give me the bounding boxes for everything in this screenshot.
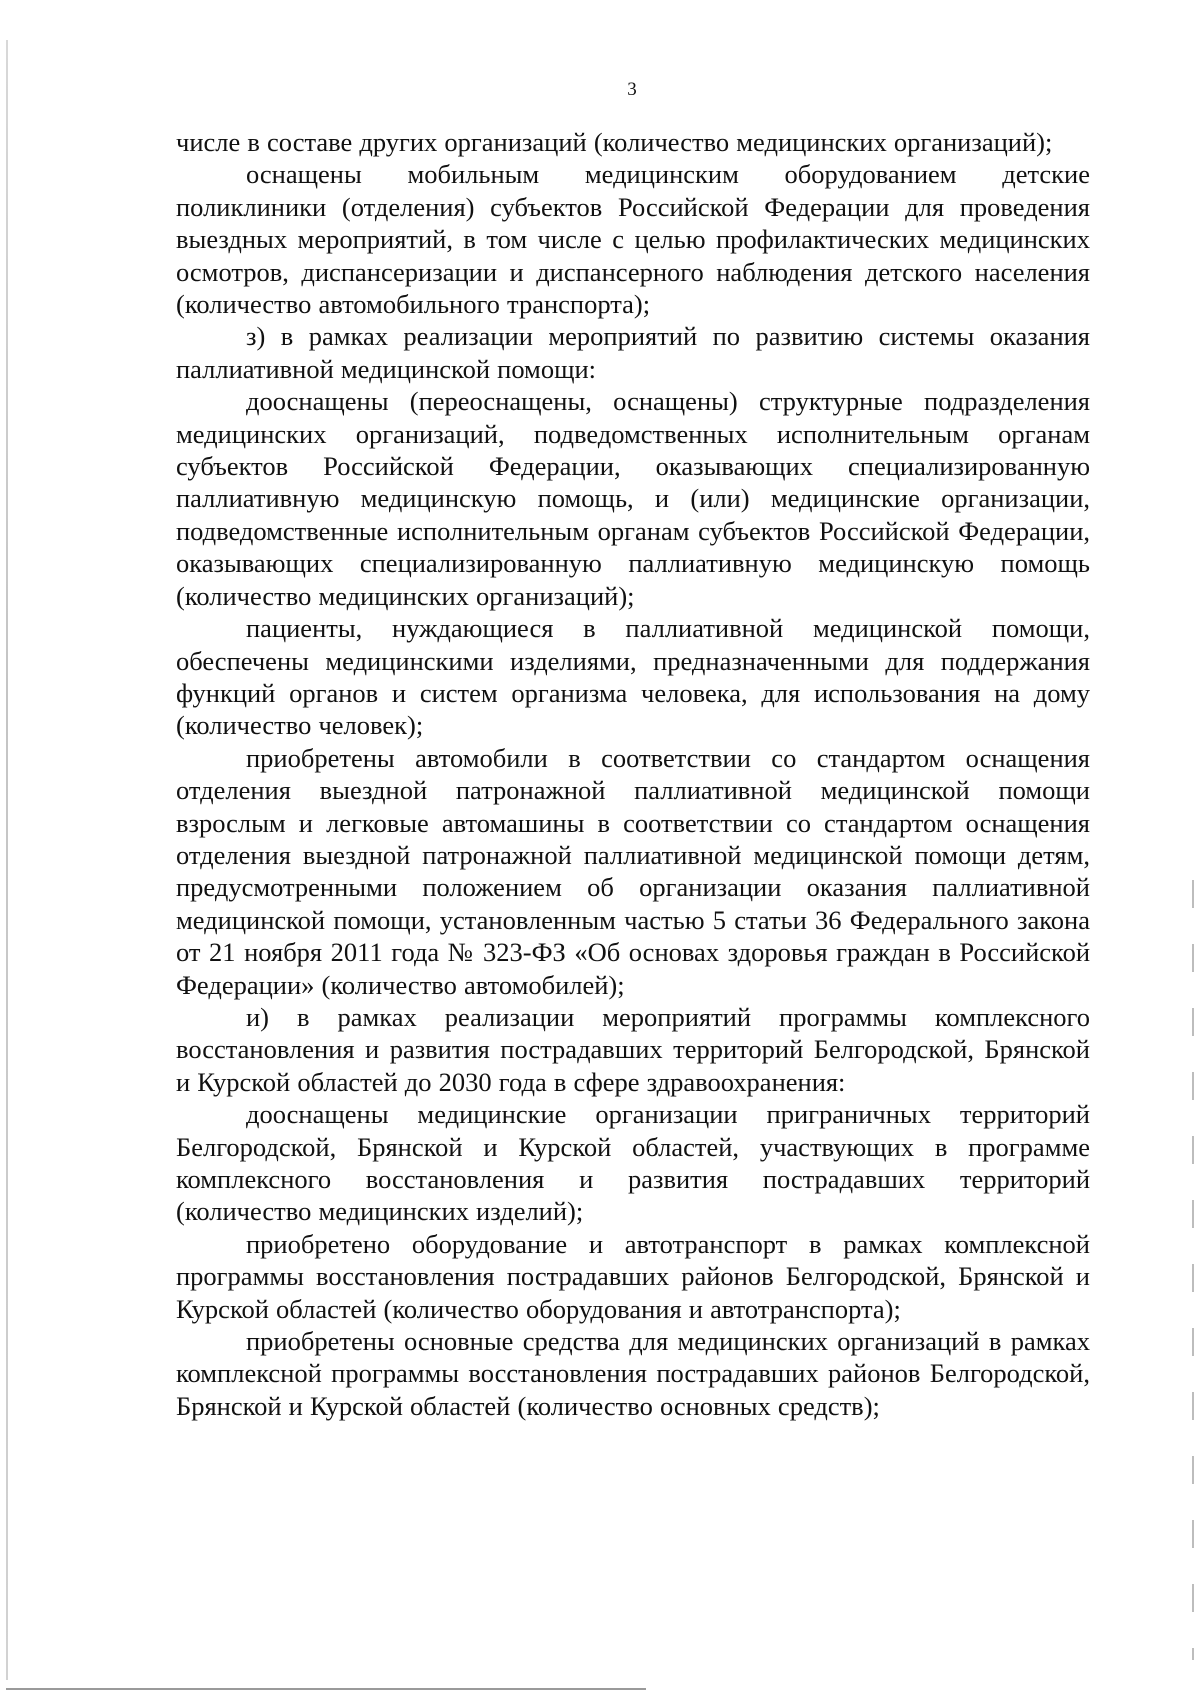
paragraph: дооснащены медицинские организации приграничных территорий Белгородской, Брянской и Курской областей, участвующих в программе комплексного восстановления и развития пострадавших территорий (количество медицинских изделий); [176,1099,1090,1227]
paragraph-item-i: и) в рамках реализации мероприятий программы комплексного восстановления и развития пострадавших территорий Белгородской, Брянской и Курской областей до 2030 года в сфере здравоохранения: [176,1001,1090,1097]
document-body [176,126,1090,1422]
paragraph: оснащены мобильным медицинским оборудованием детские поликлиники (отделения) субъектов Российской Федерации для проведения выездных мероприятий, в том числе с целью профилактических медицинских осмотров, диспансеризации и диспансерного наблюдения детского населения (количество автомобильного транспорта); [176,159,1090,320]
paragraph: приобретено оборудование и автотранспорт в рамках комплексной программы восстановления пострадавших районов Белгородской, Брянской и Курской областей (количество оборудования и автотранспорта); [176,1228,1090,1324]
paragraph: дооснащены (переоснащены, оснащены) структурные подразделения медицинских организаций, подведомственных исполнительным органам субъектов Российской Федерации, оказывающих специализированную паллиативную медицинскую помощь, и (или) медицинские организации, подведомственные исполнительным органам субъектов Российской Федерации, оказывающих специализированную паллиативную медицинскую помощь (количество медицинских организаций); [176,386,1090,611]
paragraph: приобретены автомобили в соответствии со стандартом оснащения отделения выездной патронажной паллиативной медицинской помощи взрослым и легковые автомашины в соответствии со стандартом оснащения отделения выездной патронажной паллиативной медицинской помощи детям, предусмотренными положением об организации оказания паллиативной медицинской помощи, установленным частью 5 статьи 36 Федерального закона от 21 ноября 2011 года № 323-ФЗ «Об основах здоровья граждан в Российской Федерации» (количество автомобилей); [176,742,1090,1000]
paragraph-continuation: числе в составе других организаций (количество медицинских организаций); [176,127,1053,157]
paragraph: пациенты, нуждающиеся в паллиативной медицинской помощи, обеспечены медицинскими изделиями, предназначенными для поддержания функций органов и систем организма человека, для использования на дому (количество человек); [176,613,1090,741]
scan-edge-right [1192,880,1194,1660]
paragraph: приобретены основные средства для медицинских организаций в рамках комплексной программы восстановления пострадавших районов Белгородской, Брянской и Курской областей (количество основных средств); [176,1326,1090,1421]
page-number: 3 [627,79,637,100]
scan-edge-left [6,40,8,1680]
paragraph-item-z: з) в рамках реализации мероприятий по развитию системы оказания паллиативной медицинской помощи: [176,321,1090,384]
scan-edge-bottom [6,1688,646,1690]
